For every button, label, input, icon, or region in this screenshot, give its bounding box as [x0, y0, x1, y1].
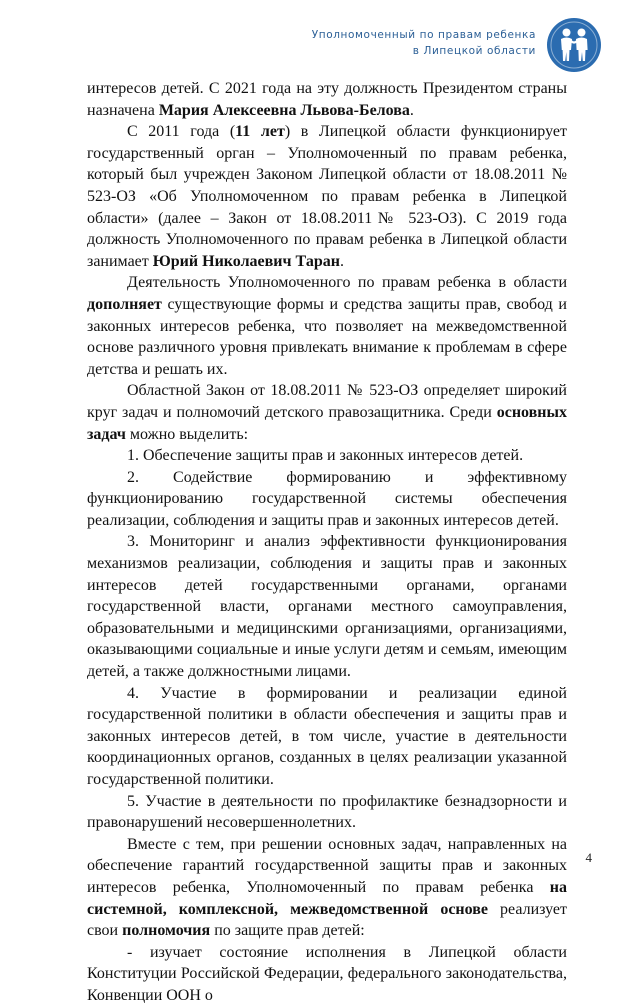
text-run: Деятельность Уполномоченного по правам ребенка в области	[127, 274, 567, 292]
text-run: 3. Мониторинг и анализ эффективности функционирования механизмов реализации, соблюдения и защиты прав и законных интересов детей государственными органами, органами государственной власти, органами местного самоуправления, образовательными и медицинскими организациями, организациями, оказывающими социальные и иные услуги детям и семьям, имеющим детей, а также должностными лицами.	[87, 533, 567, 681]
text-run: 5. Участие в деятельности по профилактике безнадзорности и правонарушений несовершеннолетних.	[87, 792, 567, 832]
text-run: .	[409, 101, 414, 119]
children-silhouette-logo-icon	[546, 17, 602, 73]
paragraph	[87, 531, 567, 682]
document-body	[87, 78, 567, 1007]
text-run: интересов детей. С 2021 года на эту должность Президентом страны назначена	[87, 80, 567, 119]
text-run: .	[339, 252, 344, 270]
text-run: 1. Обеспечение защиты прав и законных интересов детей.	[127, 447, 524, 465]
bold-text: полномочия	[122, 922, 211, 940]
text-run: ) в Липецкой области функционирует государственный орган – Уполномоченный по правам ребенка, который был учрежден Законом Липецкой области от 18.08.2011 № 523-ОЗ «Об Уполномоченном по правам ребенка в Липецкой области» (далее – Закон от 18.08.2011№ 523-ОЗ). С 2019 года должность Уполномоченного по правам ребенка в Липецкой области занимает	[87, 123, 567, 270]
paragraph	[87, 380, 567, 445]
text-run: по защите прав детей:	[210, 922, 365, 940]
paragraph	[87, 121, 567, 272]
bold-text: на системной, комплексной, межведомственной основе	[87, 878, 567, 918]
paragraph	[87, 78, 567, 121]
text-run: 4. Участие в формировании и реализации единой государственной политики в области обеспечения и защиты прав и законных интересов детей, в том числе, участие в деятельности координационных органов, созданных в целях реализации указанной государственной политики.	[87, 684, 567, 788]
organization-name-line-2: в Липецкой области	[412, 45, 536, 57]
page-number: 4	[585, 850, 592, 865]
bold-text: основных задач	[87, 403, 567, 443]
text-run: С 2011 года (	[127, 123, 236, 141]
text-run: Областной Закон от 18.08.2011 № 523-ОЗ определяет широкий круг задач и полномочий детского правозащитника. Среди	[87, 382, 567, 421]
text-run: реализует свои	[87, 900, 567, 940]
paragraph	[87, 467, 567, 532]
page-header	[0, 0, 640, 78]
text-run: - изучает состояние исполнения в Липецкой области Конституции Российской Федерации, федерального законодательства, Конвенции ООН о	[87, 943, 567, 1004]
text-run: 2. Содействие формированию и эффективному функционированию государственной системы обеспечения реализации, соблюдения и защиты прав и законных интересов детей.	[87, 468, 567, 529]
paragraph	[87, 683, 567, 791]
bold-text: Юрий Николаевич Таран	[152, 252, 340, 270]
bold-text: Мария Алексеевна Львова-Белова	[158, 101, 410, 119]
organization-name-line-1: Уполномоченный по правам ребенка	[311, 29, 536, 41]
paragraph	[87, 834, 567, 942]
bold-text: 11 лет	[235, 123, 285, 141]
organization-name	[312, 27, 536, 59]
text-run: существующие формы и средства защиты прав, свобод и законных интересов ребенка, что позволяет на межведомственной основе различного уровня привлекать внимание к проблемам в сфере детства и решать их.	[87, 295, 567, 378]
paragraph	[87, 445, 567, 467]
text-run: можно выделить:	[125, 425, 249, 443]
paragraph	[87, 791, 567, 834]
paragraph	[87, 942, 567, 1007]
text-run: Вместе с тем, при решении основных задач, направленных на обеспечение гарантий государственной защиты прав и законных интересов ребенка, Уполномоченный по правам ребенка	[87, 835, 567, 896]
paragraph	[87, 272, 567, 380]
bold-text: дополняет	[87, 295, 162, 313]
